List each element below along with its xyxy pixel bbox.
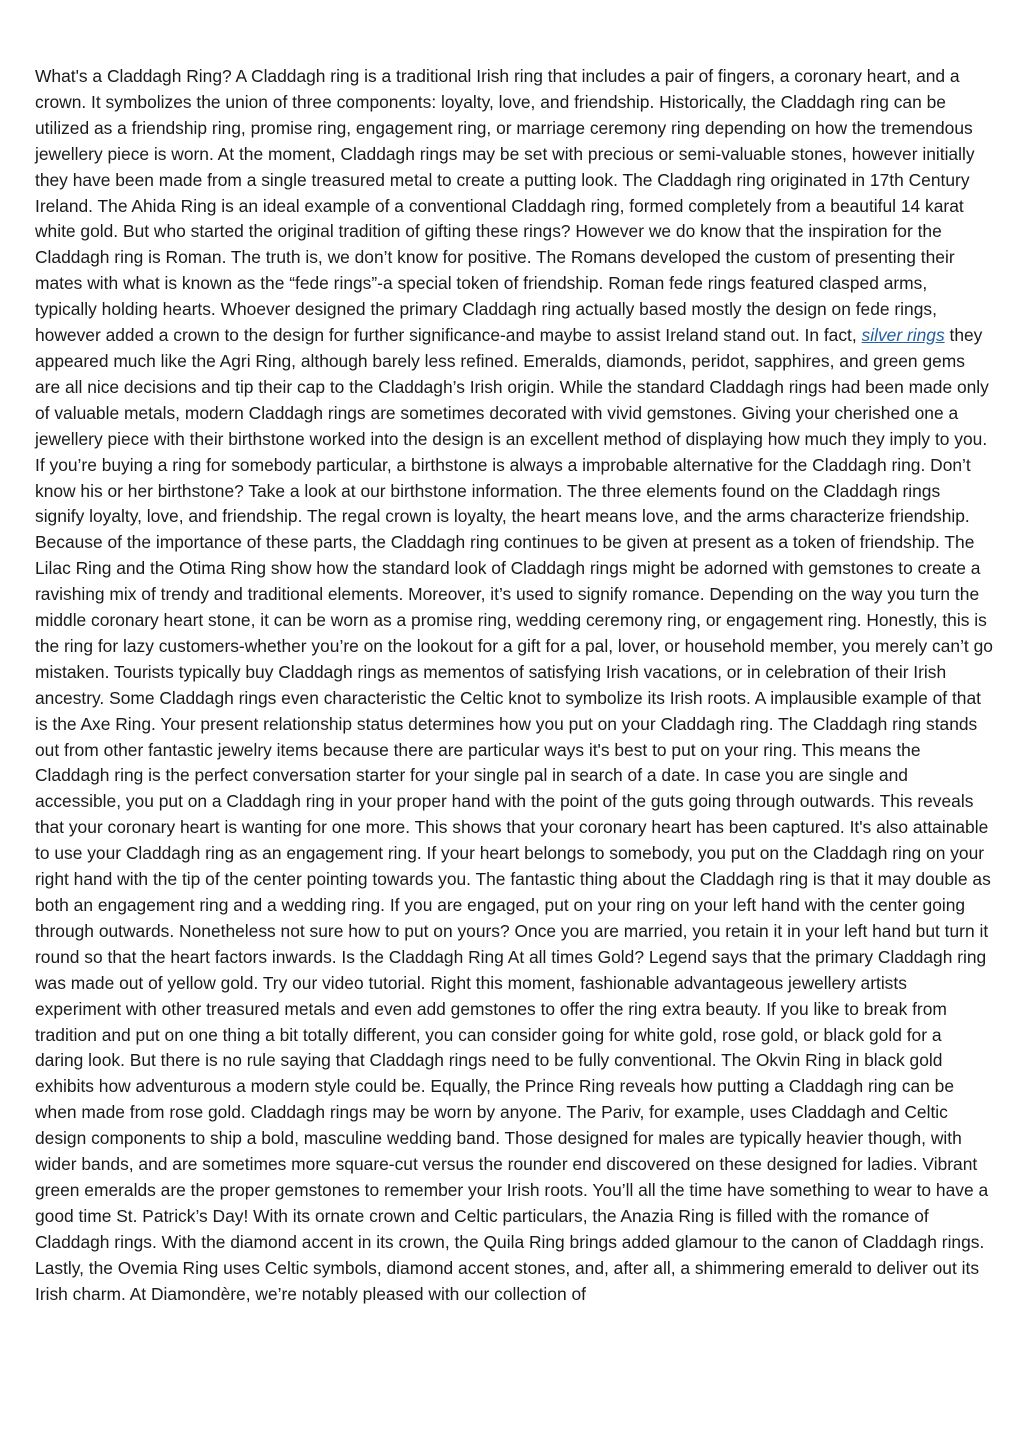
paragraph-text-before-link: What's a Claddagh Ring? A Claddagh ring is a traditional Irish ring that includes a pair of fingers, a coronary heart, and a crown. It symbolizes the union of three components: loyalty, love, and friendship. Historically, the Claddagh ring can be utilized as a friendship ring, promise ring, engagement ring, or marriage ceremony ring depending on how the tremendous jewellery piece is worn. At the moment, Claddagh rings may be set with precious or semi-valuable stones, however initially they have been made from a single treasured metal to create a putting look. The Claddagh ring originated in 17th Century Ireland. The Ahida Ring is an ideal example of a conventional Claddagh ring, formed completely from a beautiful 14 karat white gold. But who started the original tradition of gifting these rings? However we do know that the inspiration for the Claddagh ring is Roman. The truth is, we don’t know for positive. The Romans developed the custom of presenting their mates with what is known as the “fede rings”-a special token of friendship. Roman fede rings featured clasped arms, typically holding hearts. Whoever designed the primary Claddagh ring actually based mostly the design on fede rings, however added a crown to the design for further significance-and maybe to assist Ireland stand out. In fact,	[35, 66, 975, 346]
paragraph-text-after-link: they appeared much like the Agri Ring, although barely less refined. Emeralds, diamonds, peridot, sapphires, and green gems are all nice decisions and tip their cap to the Claddagh’s Irish origin. While the standard Claddagh rings had been made only of valuable metals, modern Claddagh rings are sometimes decorated with vivid gemstones. Giving your cherished one a jewellery piece with their birthstone worked into the design is an excellent method of displaying how much they imply to you. If you’re buying a ring for somebody particular, a birthstone is always a improbable alternative for the Claddagh ring. Don’t know his or her birthstone? Take a look at our birthstone information. The three elements found on the Claddagh rings signify loyalty, love, and friendship. The regal crown is loyalty, the heart means love, and the arms characterize friendship. Because of the importance of these parts, the Claddagh ring continues to be given at present as a token of friendship. The Lilac Ring and the Otima Ring show how the standard look of Claddagh rings might be adorned with gemstones to create a ravishing mix of trendy and traditional elements. Moreover, it’s used to signify romance. Depending on the way you turn the middle coronary heart stone, it can be worn as a promise ring, wedding ceremony ring, or engagement ring. Honestly, this is the ring for lazy customers-whether you’re on the lookout for a gift for a pal, lover, or household member, you merely can’t go mistaken. Tourists typically buy Claddagh rings as mementos of satisfying Irish vacations, or in celebration of their Irish ancestry. Some Claddagh rings even characteristic the Celtic knot to symbolize its Irish roots. A implausible example of that is the Axe Ring. Your present relationship status determines how you put on your Claddagh ring. The Claddagh ring stands out from other fantastic jewelry items because there are particular ways it's best to put on your ring. This means the Claddagh ring is the perfect conversation starter for your single pal in search of a date. In case you are single and accessible, you put on a Claddagh ring in your proper hand with the point of the guts going through outwards. This reveals that your coronary heart is wanting for one more. This shows that your coronary heart has been captured. It's also attainable to use your Claddagh ring as an engagement ring. If your heart belongs to somebody, you put on the Claddagh ring on your right hand with the tip of the center pointing towards you. The fantastic thing about the Claddagh ring is that it may double as both an engagement ring and a wedding ring. If you are engaged, put on your ring on your left hand with the center going through outwards. Nonetheless not sure how to put on yours? Once you are married, you retain it in your left hand but turn it round so that the heart factors inwards. Is the Claddagh Ring At all times Gold? Legend says that the primary Claddagh ring was made out of yellow gold. Try our video tutorial. Right this moment, fashionable advantageous jewellery artists experiment with other treasured metals and even add gemstones to offer the ring extra beauty. If you like to break from tradition and put on one thing a bit totally different, you can consider going for white gold, rose gold, or black gold for a daring look. But there is no rule saying that Claddagh rings need to be fully conventional. The Okvin Ring in black gold exhibits how adventurous a modern style could be. Equally, the Prince Ring reveals how putting a Claddagh ring can be when made from rose gold. Claddagh rings may be worn by anyone. The Pariv, for example, uses Claddagh and Celtic design components to ship a bold, masculine wedding band. Those designed for males are typically heavier though, with wider bands, and are sometimes more square-cut versus the rounder end discovered on these designed for ladies. Vibrant green emeralds are the proper gemstones to remember your Irish roots. You’ll all the time have something to wear to have a good time St. Patrick’s Day! With its ornate crown and Celtic particulars, the Anazia Ring is filled with the romance of Claddagh rings. With the diamond accent in its crown, the Quila Ring brings added glamour to the canon of Claddagh rings. Lastly, the Ovemia Ring uses Celtic symbols, diamond accent stones, and, after all, a shimmering emerald to deliver out its Irish charm. At Diamondère, we’re notably pleased with our collection of	[35, 325, 993, 1304]
silver-rings-link[interactable]: silver rings	[861, 325, 945, 346]
document-page	[35, 64, 993, 1308]
body-paragraph	[35, 64, 993, 1308]
